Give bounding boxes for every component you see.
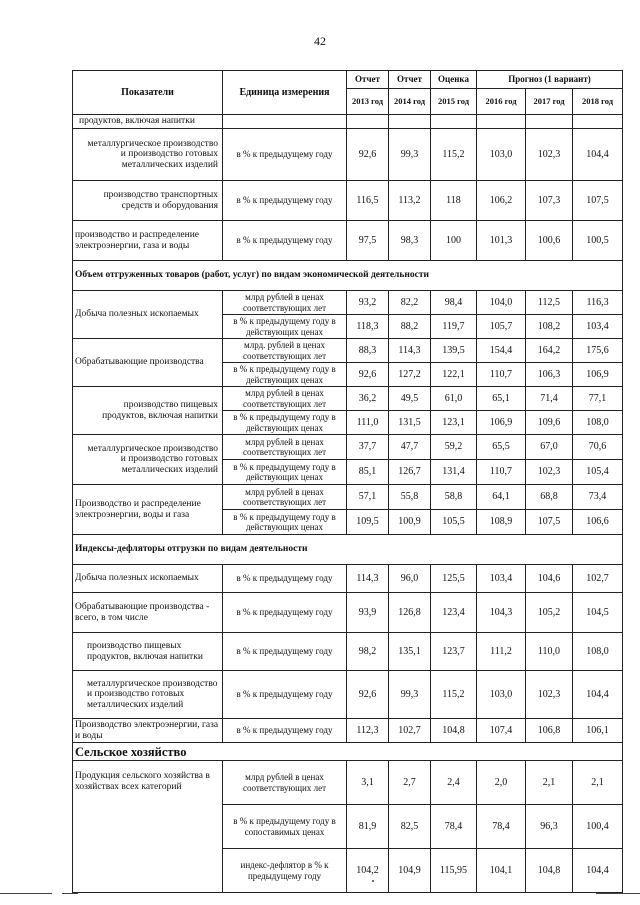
value-cell: 96,0	[389, 565, 431, 593]
indicator-label: производство транспортных средств и оборудования	[73, 181, 223, 221]
header-report-2013: Отчет	[347, 71, 389, 89]
value-cell: 82,2	[389, 291, 431, 315]
value-cell: 125,5	[431, 565, 477, 593]
unit-cell: млрд рублей в ценах соответствующих лет	[223, 485, 347, 510]
value-cell: 109,5	[347, 510, 389, 535]
value-cell: 126,7	[389, 460, 431, 485]
table-row	[73, 115, 623, 129]
value-cell: 67,0	[526, 435, 573, 460]
section-row	[73, 535, 623, 565]
unit-cell: млрд рублей в ценах соответствующих лет	[223, 761, 347, 805]
value-cell: 81,9	[347, 805, 389, 849]
value-cell: 97,5	[347, 221, 389, 261]
indicator-label: Обрабатывающие производства - всего, в том числе	[73, 593, 223, 633]
indicator-label: Добыча полезных ископаемых	[73, 565, 223, 593]
value-cell: 106,9	[573, 363, 623, 387]
value-cell: 107,5	[526, 510, 573, 535]
value-cell: 88,2	[389, 315, 431, 339]
value-cell: 104,5	[573, 593, 623, 633]
table-row	[73, 435, 623, 460]
table-row	[73, 339, 623, 363]
value-cell: 104,8	[431, 719, 477, 743]
value-cell: 77,1	[573, 387, 623, 411]
value-cell: 65,1	[477, 387, 526, 411]
value-cell: 104,0	[477, 291, 526, 315]
value-cell: 110,7	[477, 460, 526, 485]
value-cell: 107,3	[526, 181, 573, 221]
table-row	[73, 181, 623, 221]
value-cell: 102,7	[573, 565, 623, 593]
indicator-label: Производство электроэнергии, газа и воды	[73, 719, 223, 743]
unit-cell: в % к предыдущему году в сопоставимых ценах	[223, 805, 347, 849]
table-row	[73, 129, 623, 181]
table-row	[73, 485, 623, 510]
section-title: Сельское хозяйство	[73, 743, 623, 761]
value-cell: 104,4	[573, 849, 623, 893]
value-cell: 106,2	[477, 181, 526, 221]
value-cell: 154,4	[477, 339, 526, 363]
value-cell: 100,4	[573, 805, 623, 849]
value-cell: 68,8	[526, 485, 573, 510]
value-cell: 2,1	[573, 761, 623, 805]
value-cell: 111,0	[347, 411, 389, 435]
value-cell: 104,2	[347, 849, 389, 893]
header-year: 2015 год	[431, 89, 477, 115]
header-year: 2013 год	[347, 89, 389, 115]
value-cell: 127,2	[389, 363, 431, 387]
value-cell: 65,5	[477, 435, 526, 460]
value-cell: 101,3	[477, 221, 526, 261]
value-cell: 131,4	[431, 460, 477, 485]
section-row	[73, 743, 623, 761]
unit-cell: в % к предыдущему году	[223, 633, 347, 671]
value-cell: 135,1	[389, 633, 431, 671]
value-cell: 105,4	[573, 460, 623, 485]
value-cell: 99,3	[389, 671, 431, 719]
value-cell: 104,9	[389, 849, 431, 893]
value-cell: 122,1	[431, 363, 477, 387]
value-cell: 106,3	[526, 363, 573, 387]
header-year: 2017 год	[526, 89, 573, 115]
value-cell: 104,4	[573, 671, 623, 719]
value-cell: 104,4	[573, 129, 623, 181]
value-cell: 2,4	[431, 761, 477, 805]
unit-cell: млрд рублей в ценах соответствующих лет	[223, 387, 347, 411]
value-cell: 36,2	[347, 387, 389, 411]
table-row	[73, 387, 623, 411]
value-cell: 139,5	[431, 339, 477, 363]
header-year: 2018 год	[573, 89, 623, 115]
indicator-label: Производство и распределение электроэнергии, воды и газа	[73, 485, 223, 535]
value-cell: 112,5	[526, 291, 573, 315]
value-cell: 57,1	[347, 485, 389, 510]
indicator-label: продуктов, включая напитки	[73, 115, 223, 129]
value-cell: 108,0	[573, 633, 623, 671]
value-cell: 37,7	[347, 435, 389, 460]
value-cell: 115,2	[431, 671, 477, 719]
value-cell: 116,5	[347, 181, 389, 221]
value-cell: 108,2	[526, 315, 573, 339]
header-estimate: Оценка	[431, 71, 477, 89]
unit-cell: в % к предыдущему году в действующих ценах	[223, 315, 347, 339]
unit-cell: в % к предыдущему году	[223, 593, 347, 633]
header-forecast: Прогноз (1 вариант)	[477, 71, 623, 89]
value-cell: 78,4	[431, 805, 477, 849]
value-cell: 103,0	[477, 671, 526, 719]
table-row	[73, 593, 623, 633]
value-cell: 175,6	[573, 339, 623, 363]
value-cell: 102,3	[526, 460, 573, 485]
unit-cell: в % к предыдущему году	[223, 671, 347, 719]
value-cell: 104,3	[477, 593, 526, 633]
value-cell: 119,7	[431, 315, 477, 339]
value-cell: 100,5	[573, 221, 623, 261]
value-cell: 98,3	[389, 221, 431, 261]
value-cell: 115,2	[431, 129, 477, 181]
value-cell: 113,2	[389, 181, 431, 221]
footer-rule	[62, 893, 78, 894]
value-cell: 2,1	[526, 761, 573, 805]
value-cell: 102,3	[526, 671, 573, 719]
value-cell: 107,4	[477, 719, 526, 743]
value-cell: 106,6	[573, 510, 623, 535]
table-row	[73, 671, 623, 719]
value-cell: 106,9	[477, 411, 526, 435]
value-cell: 3,1	[347, 761, 389, 805]
value-cell: 2,7	[389, 761, 431, 805]
value-cell: 115,95	[431, 849, 477, 893]
footer-rule	[0, 893, 52, 894]
unit-cell: млрд рублей в ценах соответствующих лет	[223, 435, 347, 460]
value-cell: 123,1	[431, 411, 477, 435]
value-cell: 104,8	[526, 849, 573, 893]
value-cell: 110,7	[477, 363, 526, 387]
empty-cell	[431, 115, 477, 129]
value-cell: 70,6	[573, 435, 623, 460]
value-cell: 102,3	[526, 129, 573, 181]
indicator-label: производство и распределение электроэнергии, газа и воды	[73, 221, 223, 261]
unit-cell: в % к предыдущему году	[223, 221, 347, 261]
value-cell: 131,5	[389, 411, 431, 435]
value-cell: 105,2	[526, 593, 573, 633]
empty-cell	[477, 115, 526, 129]
value-cell: 106,8	[526, 719, 573, 743]
table-row	[73, 565, 623, 593]
value-cell: 59,2	[431, 435, 477, 460]
value-cell: 104,1	[477, 849, 526, 893]
value-cell: 78,4	[477, 805, 526, 849]
empty-cell	[526, 115, 573, 129]
forecast-table	[72, 70, 623, 893]
header-indicators: Показатели	[73, 71, 223, 115]
value-cell: 108,9	[477, 510, 526, 535]
table-row	[73, 761, 623, 805]
value-cell: 92,6	[347, 363, 389, 387]
unit-cell: в % к предыдущему году в действующих ценах	[223, 460, 347, 485]
header-year: 2014 год	[389, 89, 431, 115]
header-row-top	[73, 71, 623, 89]
value-cell: 103,0	[477, 129, 526, 181]
value-cell: 105,7	[477, 315, 526, 339]
indicator-label: Обрабатывающие производства	[73, 339, 223, 387]
value-cell: 164,2	[526, 339, 573, 363]
table-row	[73, 291, 623, 315]
value-cell: 100,9	[389, 510, 431, 535]
empty-cell	[347, 115, 389, 129]
unit-cell: в % к предыдущему году	[223, 129, 347, 181]
unit-cell: млрд. рублей в ценах соответствующих лет	[223, 339, 347, 363]
value-cell: 123,7	[431, 633, 477, 671]
empty-cell	[389, 115, 431, 129]
value-cell: 98,4	[431, 291, 477, 315]
value-cell: 103,4	[573, 315, 623, 339]
value-cell: 64,1	[477, 485, 526, 510]
value-cell: 109,6	[526, 411, 573, 435]
table-row	[73, 719, 623, 743]
value-cell: 123,4	[431, 593, 477, 633]
value-cell: 110,0	[526, 633, 573, 671]
unit-cell: в % к предыдущему году	[223, 719, 347, 743]
value-cell: 114,3	[347, 565, 389, 593]
header-report-2014: Отчет	[389, 71, 431, 89]
value-cell: 100	[431, 221, 477, 261]
unit-cell: в % к предыдущему году	[223, 181, 347, 221]
empty-cell	[573, 115, 623, 129]
value-cell: 126,8	[389, 593, 431, 633]
value-cell: 92,6	[347, 129, 389, 181]
value-cell: 55,8	[389, 485, 431, 510]
section-title: Индексы-дефляторы отгрузки по видам деятельности	[73, 535, 623, 565]
value-cell: 116,3	[573, 291, 623, 315]
value-cell: 2,0	[477, 761, 526, 805]
value-cell: 108,0	[573, 411, 623, 435]
table-body	[73, 115, 623, 893]
table-row	[73, 633, 623, 671]
page-number: 42	[314, 34, 326, 48]
value-cell: 99,3	[389, 129, 431, 181]
value-cell: 93,2	[347, 291, 389, 315]
value-cell: 100,6	[526, 221, 573, 261]
value-cell: 104,6	[526, 565, 573, 593]
value-cell: 58,8	[431, 485, 477, 510]
value-cell: 61,0	[431, 387, 477, 411]
table-row	[73, 221, 623, 261]
indicator-label: металлургическое производство и производство готовых металлических изделий	[73, 129, 223, 181]
indicator-label: металлургическое производство и производство готовых металлических изделий	[73, 671, 223, 719]
value-cell: 88,3	[347, 339, 389, 363]
value-cell: 85,1	[347, 460, 389, 485]
scan-dot	[372, 880, 374, 882]
header-unit: Единица измерения	[223, 71, 347, 115]
unit-cell: в % к предыдущему году в действующих ценах	[223, 411, 347, 435]
footer-rule	[596, 893, 640, 894]
unit-cell: млрд рублей в ценах соответствующих лет	[223, 291, 347, 315]
value-cell: 47,7	[389, 435, 431, 460]
value-cell: 49,5	[389, 387, 431, 411]
value-cell: 96,3	[526, 805, 573, 849]
indicator-label: Добыча полезных ископаемых	[73, 291, 223, 339]
value-cell: 102,7	[389, 719, 431, 743]
value-cell: 118,3	[347, 315, 389, 339]
section-row	[73, 261, 623, 291]
value-cell: 118	[431, 181, 477, 221]
unit-cell: индекс-дефлятор в % к предыдущему году	[223, 849, 347, 893]
header-year: 2016 год	[477, 89, 526, 115]
indicator-label: производство пищевых продуктов, включая напитки	[73, 387, 223, 435]
value-cell: 106,1	[573, 719, 623, 743]
unit-cell: в % к предыдущему году	[223, 565, 347, 593]
section-title: Объем отгруженных товаров (работ, услуг) по видам экономической деятельности	[73, 261, 623, 291]
value-cell: 103,4	[477, 565, 526, 593]
value-cell: 93,9	[347, 593, 389, 633]
indicator-label: металлургическое производство и производство готовых металлических изделий	[73, 435, 223, 485]
indicator-label: Продукция сельского хозяйства в хозяйствах всех категорий	[73, 761, 223, 893]
unit-cell: в % к предыдущему году в действующих ценах	[223, 510, 347, 535]
empty-cell	[223, 115, 347, 129]
value-cell: 71,4	[526, 387, 573, 411]
value-cell: 107,5	[573, 181, 623, 221]
value-cell: 92,6	[347, 671, 389, 719]
value-cell: 105,5	[431, 510, 477, 535]
value-cell: 112,3	[347, 719, 389, 743]
value-cell: 111,2	[477, 633, 526, 671]
value-cell: 98,2	[347, 633, 389, 671]
value-cell: 114,3	[389, 339, 431, 363]
indicator-label: производство пищевых продуктов, включая напитки	[73, 633, 223, 671]
unit-cell: в % к предыдущему году в действующих ценах	[223, 363, 347, 387]
value-cell: 82,5	[389, 805, 431, 849]
value-cell: 73,4	[573, 485, 623, 510]
